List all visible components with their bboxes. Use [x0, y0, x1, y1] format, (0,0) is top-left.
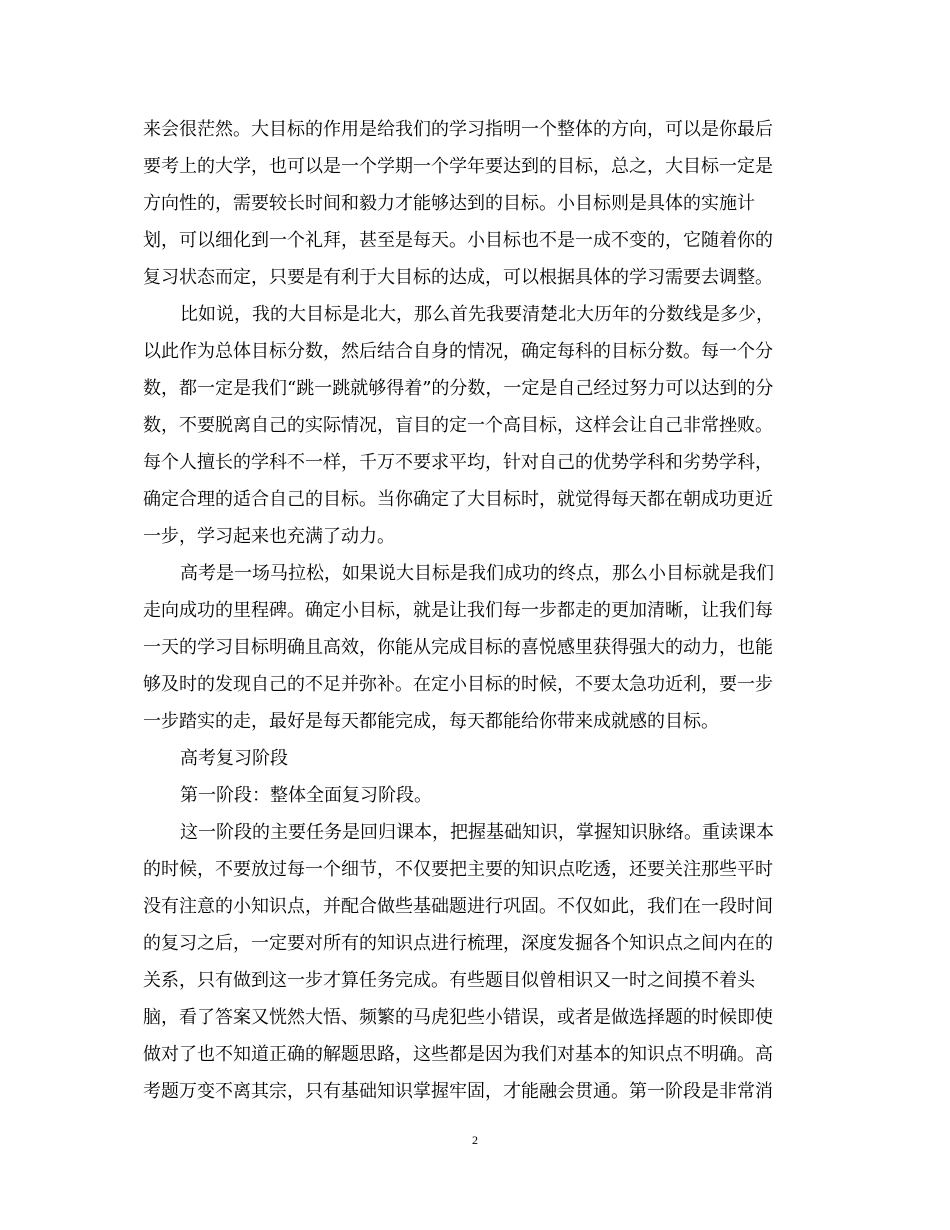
text-line: 复习状态而定，只要是有利于大目标的达成，可以根据具体的学习需要去调整。	[143, 267, 773, 288]
text-line: 没有注意的小知识点，并配合做些基础题进行巩固。不仅如此，我们在一段时间	[143, 896, 773, 917]
text-line: 的时候，不要放过每一个细节，不仅要把主要的知识点吃透，还要关注那些平时	[143, 859, 773, 880]
text-line: 数，不要脱离自己的实际情况，盲目的定一个高目标，这样会让自己非常挫败。	[143, 415, 773, 436]
text-line: 以此作为总体目标分数，然后结合自身的情况，确定每科的目标分数。每一个分	[143, 341, 773, 362]
text-line: 数，都一定是我们“跳一跳就够得着”的分数，一定是自己经过努力可以达到的分	[143, 378, 774, 399]
text-line: 划，可以细化到一个礼拜，甚至是每天。小目标也不是一成不变的，它随着你的	[143, 230, 773, 251]
text-line: 走向成功的里程碑。确定小目标，就是让我们每一步都走的更加清晰，让我们每	[143, 600, 773, 621]
subsection-heading: 第一阶段：整体全面复习阶段。	[180, 785, 432, 806]
text-line: 关系，只有做到这一步才算任务完成。有些题目似曾相识又一时之间摸不着头	[143, 970, 755, 991]
section-heading: 高考复习阶段	[180, 748, 288, 769]
text-line: 一步，学习起来也充满了动力。	[143, 526, 395, 547]
text-line: 做对了也不知道正确的解题思路，这些都是因为我们对基本的知识点不明确。高	[143, 1044, 773, 1065]
text-line: 确定合理的适合自己的目标。当你确定了大目标时，就觉得每天都在朝成功更近	[143, 489, 773, 510]
text-line: 来会很茫然。大目标的作用是给我们的学习指明一个整体的方向，可以是你最后	[143, 119, 773, 140]
text-line: 要考上的大学，也可以是一个学期一个学年要达到的目标，总之，大目标一定是	[143, 156, 773, 177]
page-number: 2	[472, 1133, 478, 1147]
text-line: 每个人擅长的学科不一样，千万不要求平均，针对自己的优势学科和劣势学科，	[143, 452, 773, 473]
text-line: 脑，看了答案又恍然大悟、频繁的马虎犯些小错误，或者是做选择题的时候即使	[143, 1007, 773, 1028]
text-line: 够及时的发现自己的不足并弥补。在定小目标的时候，不要太急功近利，要一步	[143, 674, 773, 695]
paragraph-first-line: 高考是一场马拉松，如果说大目标是我们成功的终点，那么小目标就是我们	[180, 563, 774, 584]
text-line: 一天的学习目标明确且高效，你能从完成目标的喜悦感里获得强大的动力，也能	[143, 637, 773, 658]
text-line: 考题万变不离其宗，只有基础知识掌握牢固，才能融会贯通。第一阶段是非常消	[143, 1081, 773, 1102]
paragraph-first-line: 这一阶段的主要任务是回归课本，把握基础知识，掌握知识脉络。重读课本	[180, 822, 774, 843]
text-line: 方向性的，需要较长时间和毅力才能够达到的目标。小目标则是具体的实施计	[143, 193, 755, 214]
text-line: 一步踏实的走，最好是每天都能完成，每天都能给你带来成就感的目标。	[143, 711, 719, 732]
paragraph-first-line: 比如说，我的大目标是北大，那么首先我要清楚北大历年的分数线是多少，	[180, 304, 774, 325]
text-line: 的复习之后，一定要对所有的知识点进行梳理，深度发掘各个知识点之间内在的	[143, 933, 773, 954]
